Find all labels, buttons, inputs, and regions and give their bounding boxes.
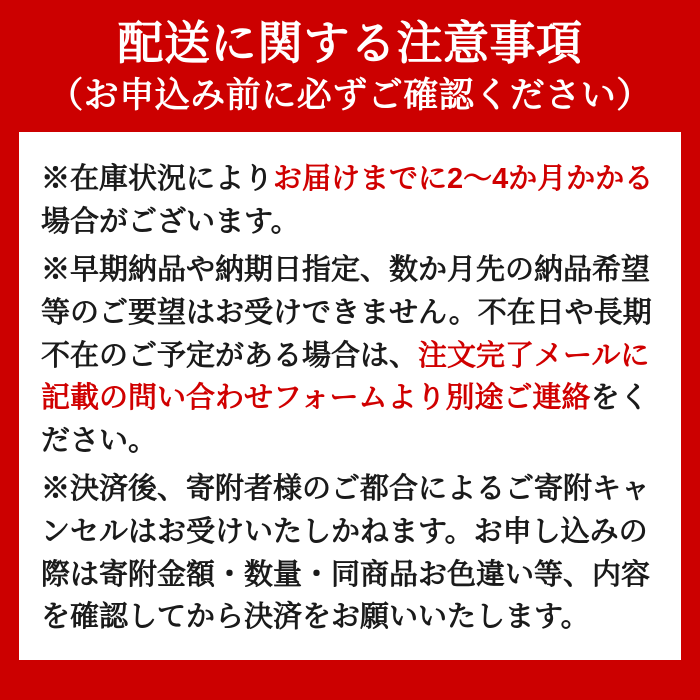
- notice-segment: をください。: [41, 382, 649, 457]
- notice-paragraph-stock: [41, 158, 659, 243]
- notice-paragraph-delivery-date: [41, 249, 659, 462]
- notice-segment-highlight: お届けまでに2〜4か月かかる: [273, 163, 654, 195]
- notice-segment: 場合がございます。: [41, 205, 300, 238]
- notice-segment-highlight: 注文完了メールに記載の問い合わせフォームより別途ご連絡: [41, 339, 650, 415]
- banner-header: [18, 14, 682, 120]
- notice-segment: ※早期納品や納期日指定、数か月先の納品希望等のご要望はお受けできません。不在日や長期不在のご予定がある場合は、: [41, 254, 652, 372]
- banner-subtitle: （お申込み前に必ずご確認ください）: [48, 76, 652, 115]
- notice-box: [19, 132, 681, 660]
- notice-segment: ※在庫状況により: [41, 163, 274, 195]
- banner-title: 配送に関する注意事項: [117, 17, 583, 69]
- notice-paragraph-cancel: [41, 468, 659, 639]
- notice-segment: ※決済後、寄附者様のご都合によるご寄附キャンセルはお受けいたしかねます。お申し込みの際は寄附金額・数量・同商品お色違い等、内容を確認してから決済をお願いいたします。: [41, 473, 651, 634]
